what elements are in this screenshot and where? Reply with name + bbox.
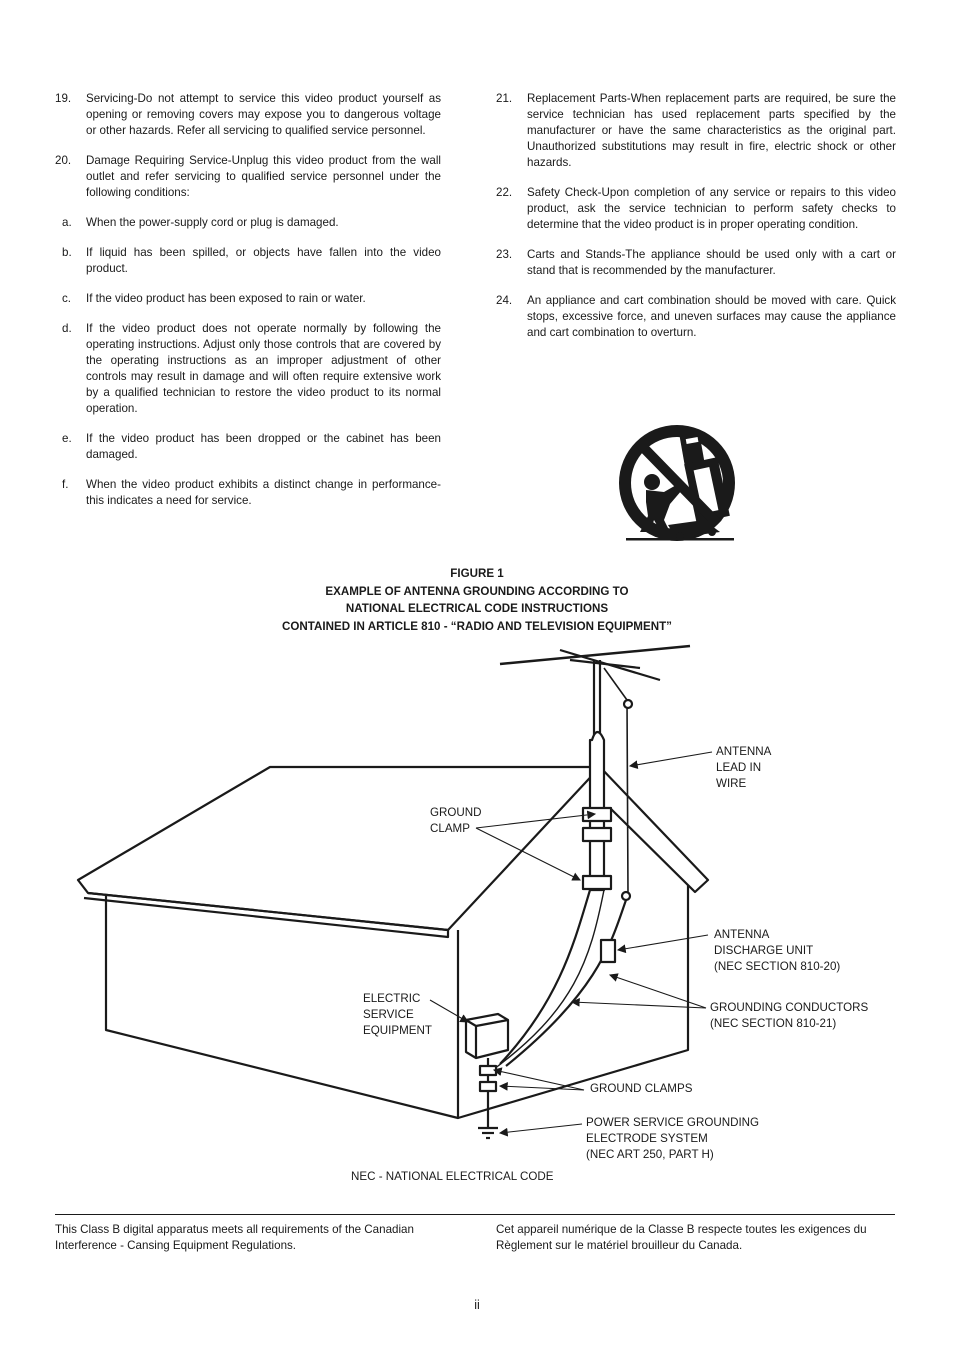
item-letter: f. xyxy=(62,478,69,491)
instruction-item-20 xyxy=(55,153,441,201)
label-ground-clamp: GROUND CLAMP xyxy=(430,806,482,835)
item-text: If the video product does not operate normally by following the operating instructions. Adjust only those controls that are covered by the operating instructions as an improper adjustment of other controls may result in damage and will often require extensive work by a qualified technician to restore the video product to its normal operation. xyxy=(86,322,441,415)
instruction-item-21 xyxy=(496,91,896,171)
label-grounding-conductors: GROUNDING CONDUCTORS (NEC SECTION 810-21) xyxy=(710,1001,869,1030)
instruction-item-22 xyxy=(496,185,896,233)
figure-heading xyxy=(0,565,954,635)
item-text: When the video product exhibits a distinct change in performance-this indicates a need for service. xyxy=(86,478,441,507)
footer-compliance-french: Cet appareil numérique de la Classe B respecte toutes les exigences du Règlement sur le matériel brouilleur du Canada. xyxy=(496,1223,867,1252)
item-text: If the video product has been exposed to rain or water. xyxy=(86,292,366,305)
instruction-subitem-e xyxy=(55,431,441,463)
instruction-item-23 xyxy=(496,247,896,279)
figure-title-line-2: NATIONAL ELECTRICAL CODE INSTRUCTIONS xyxy=(345,602,609,615)
instruction-subitem-b xyxy=(55,245,441,277)
item-number: 23. xyxy=(496,248,513,261)
item-number: 19. xyxy=(55,92,72,105)
label-power-service-grounding: POWER SERVICE GROUNDING ELECTRODE SYSTEM (NEC ART 250, PART H) xyxy=(586,1116,760,1161)
item-number: 21. xyxy=(496,92,513,105)
instruction-subitem-f xyxy=(55,477,441,509)
instructions-right-column xyxy=(496,91,896,355)
instruction-subitem-d xyxy=(55,321,441,417)
nec-note: NEC - NATIONAL ELECTRICAL CODE xyxy=(351,1170,554,1183)
item-number: 22. xyxy=(496,186,513,199)
item-text: Replacement Parts-When replacement parts are required, be sure the service technician has used replacement parts specified by the manufacturer or have the same characteristics as the original part. Unauthorized substitutions may result in fire, electric shock or other hazards. xyxy=(527,92,896,169)
item-text: An appliance and cart combination should be moved with care. Quick stops, excessive force, and uneven surfaces may cause the appliance and cart combination to overturn. xyxy=(527,294,896,339)
antenna-grounding-diagram xyxy=(0,640,954,1180)
footer-divider xyxy=(55,1214,895,1215)
instructions-left-column xyxy=(55,91,441,523)
figure-title-line-1: EXAMPLE OF ANTENNA GROUNDING ACCORDING TO xyxy=(325,584,629,598)
item-text: Servicing-Do not attempt to service this video product yourself as opening or removing covers may expose you to dangerous voltage or other hazards. Refer all servicing to qualified service personnel. xyxy=(86,92,441,137)
figure-title-line-3: CONTAINED IN ARTICLE 810 - “RADIO AND TELEVISION EQUIPMENT” xyxy=(282,619,672,633)
instruction-item-19 xyxy=(55,91,441,139)
label-ground-clamps: GROUND CLAMPS xyxy=(590,1082,693,1095)
cart-tipover-warning-icon xyxy=(612,420,742,550)
item-letter: a. xyxy=(62,216,72,229)
item-letter: b. xyxy=(62,246,72,259)
label-antenna-discharge-unit: ANTENNA DISCHARGE UNIT (NEC SECTION 810-20) xyxy=(714,928,841,973)
footer-compliance-english: This Class B digital apparatus meets all requirements of the Canadian Interference - Cansing Equipment Regulations. xyxy=(55,1223,414,1252)
item-number: 24. xyxy=(496,294,513,307)
label-antenna-lead-in-wire: ANTENNA LEAD IN WIRE xyxy=(716,745,772,790)
item-letter: e. xyxy=(62,432,72,445)
instruction-subitem-a xyxy=(55,215,441,231)
item-number: 20. xyxy=(55,154,72,167)
figure-number: FIGURE 1 xyxy=(450,567,504,580)
instruction-item-24 xyxy=(496,293,896,341)
item-text: Safety Check-Upon completion of any service or repairs to this video product, ask the service technician to perform safety checks to determine that the video product is in proper operating condition. xyxy=(527,186,896,231)
item-text: When the power-supply cord or plug is damaged. xyxy=(86,216,339,229)
item-text: Carts and Stands-The appliance should be used only with a cart or stand that is recommended by the manufacturer. xyxy=(527,248,896,277)
item-text: If liquid has been spilled, or objects have fallen into the video product. xyxy=(86,246,441,275)
item-text: If the video product has been dropped or the cabinet has been damaged. xyxy=(86,432,441,461)
item-letter: c. xyxy=(62,292,72,305)
instruction-subitem-c xyxy=(55,291,441,307)
page-number: ii xyxy=(474,1298,480,1312)
item-letter: d. xyxy=(62,322,72,335)
label-electric-service-equipment: ELECTRIC SERVICE EQUIPMENT xyxy=(363,992,432,1037)
item-text: Damage Requiring Service-Unplug this video product from the wall outlet and refer servicing to qualified service personnel under the following conditions: xyxy=(86,154,441,199)
